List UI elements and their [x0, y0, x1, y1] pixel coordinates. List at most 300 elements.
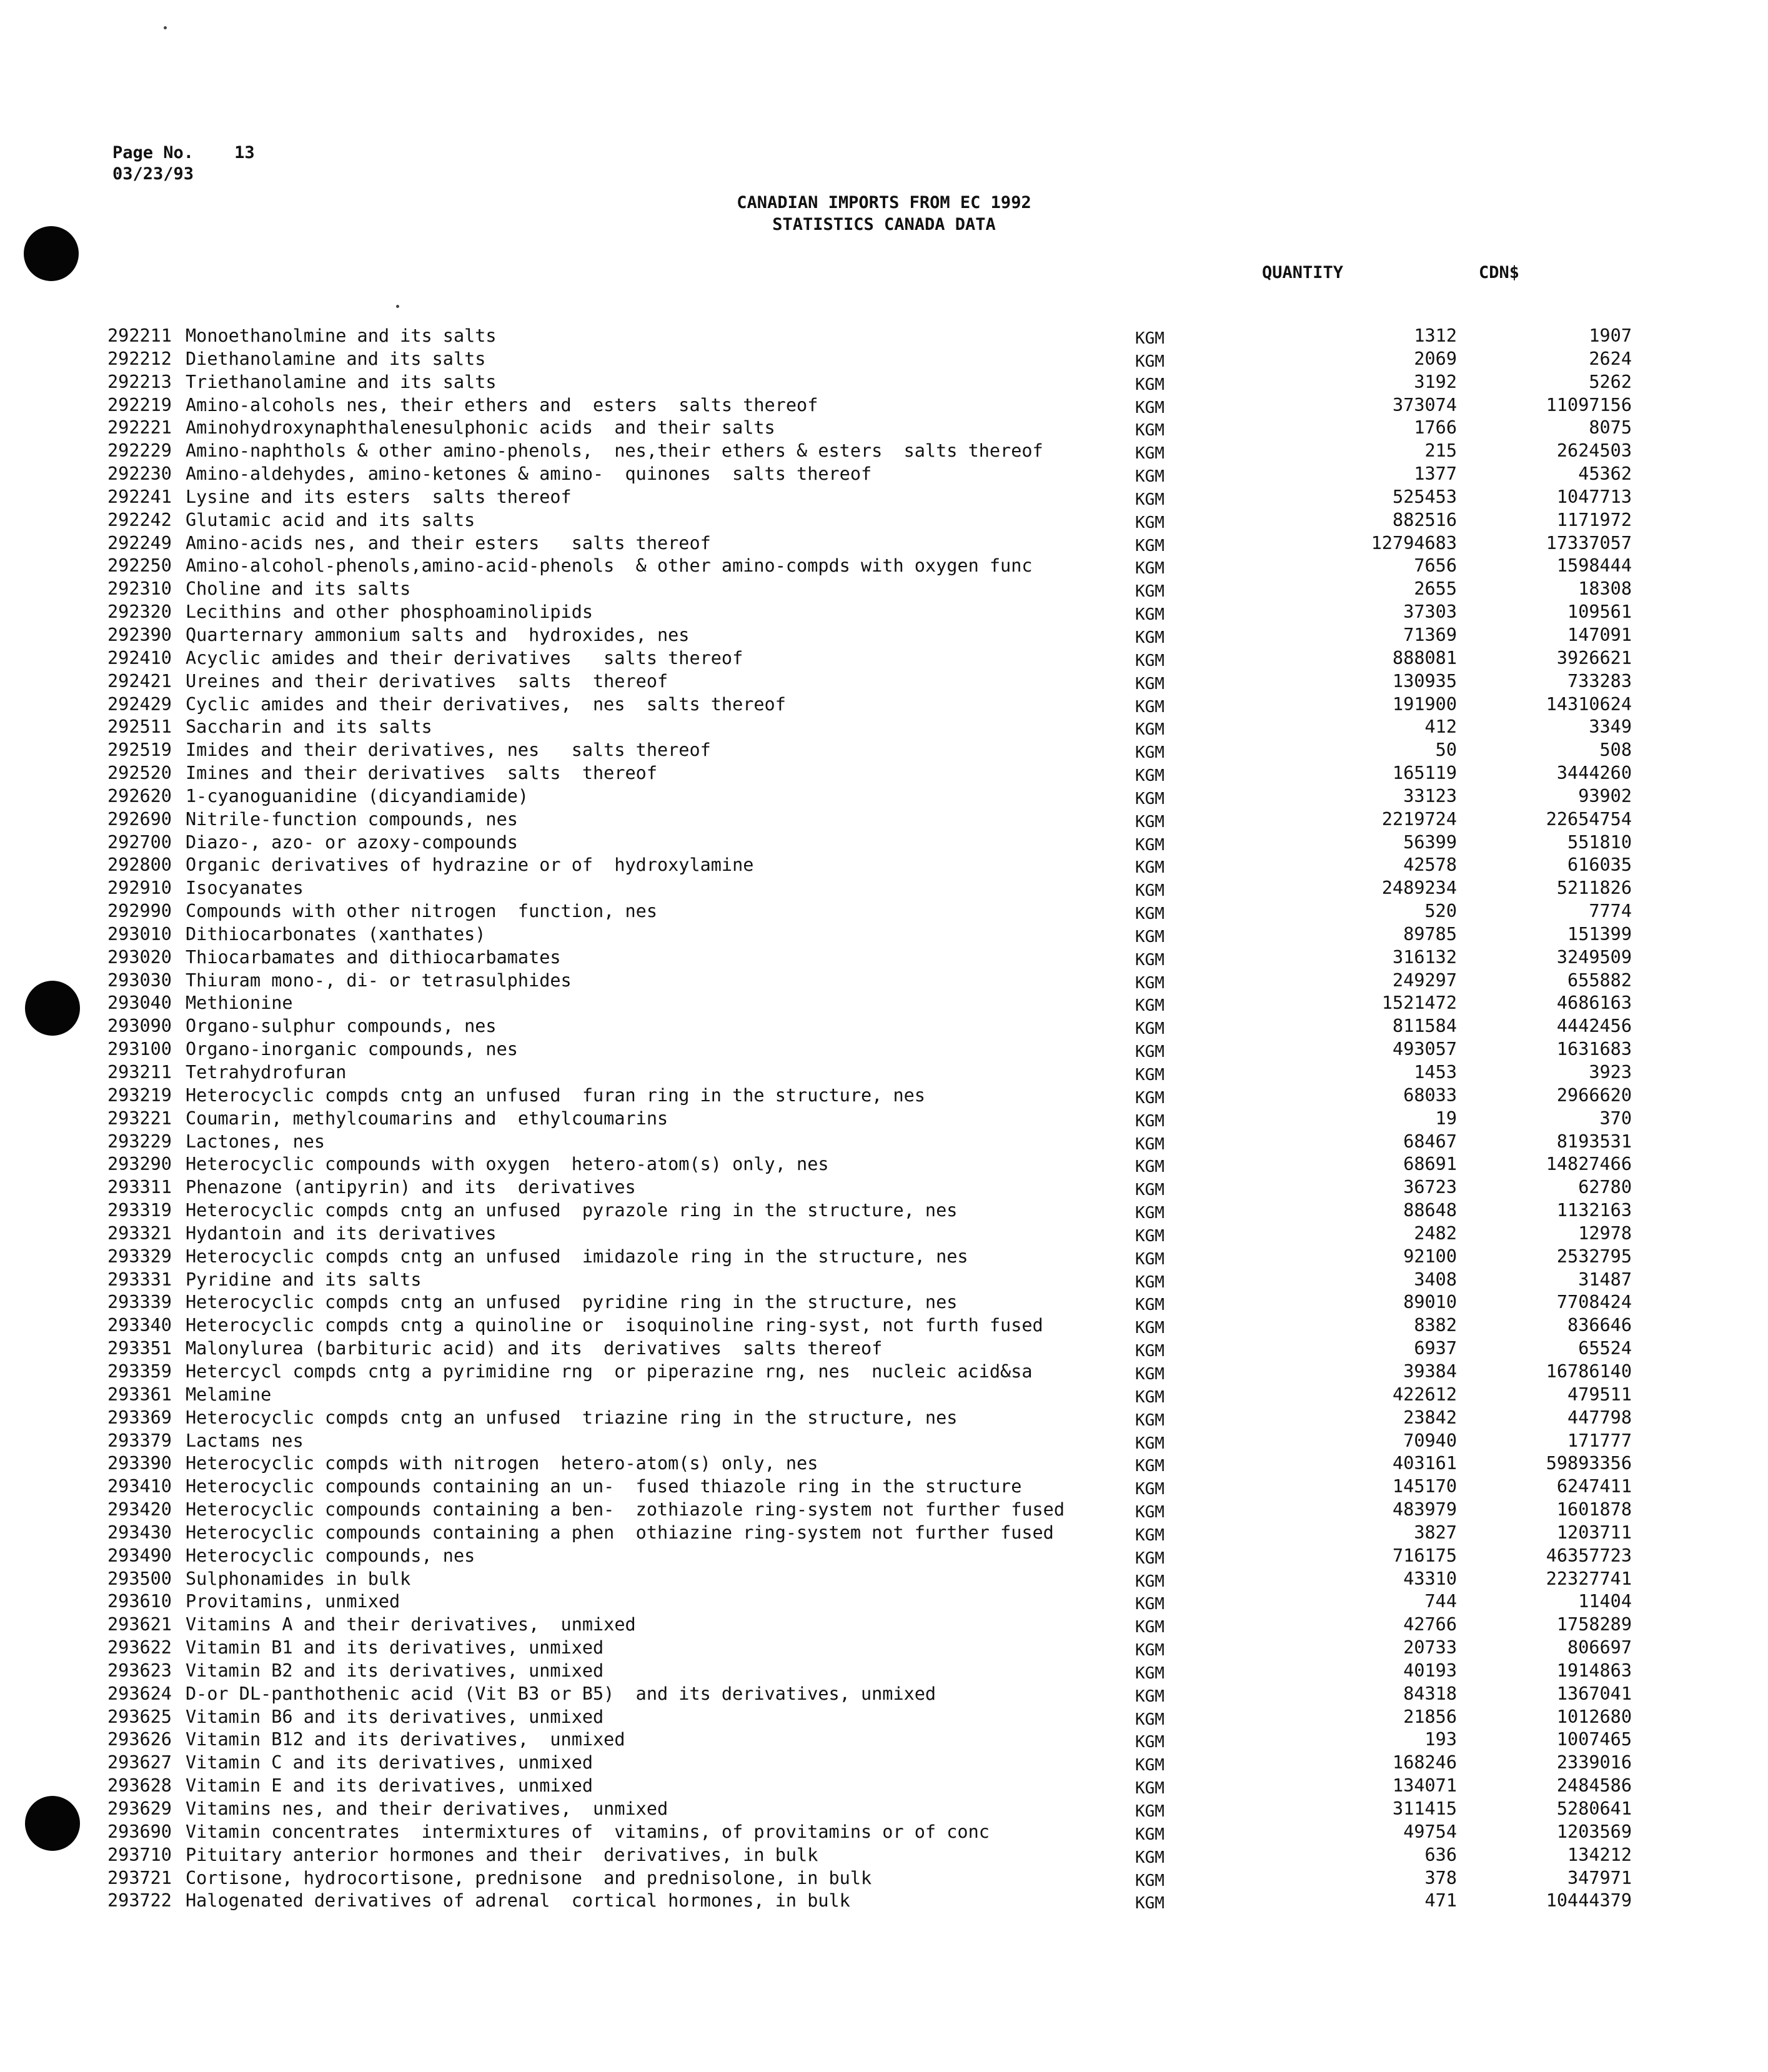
- commodity-description: Vitamin C and its derivatives, unmixed: [186, 1752, 593, 1773]
- cdn-dollar-value: 14310624: [1546, 693, 1632, 715]
- commodity-description: Amino-alcohols nes, their ethers and esters salts thereof: [186, 394, 818, 415]
- unit-of-measure: KGM: [1135, 905, 1165, 924]
- unit-of-measure: KGM: [1135, 1434, 1165, 1453]
- table-row: [107, 1637, 1632, 1660]
- quantity-value: 43310: [1403, 1568, 1457, 1589]
- cdn-dollar-value: 2339016: [1556, 1752, 1632, 1773]
- cdn-dollar-value: 11097156: [1546, 394, 1632, 415]
- unit-of-measure: KGM: [1135, 1595, 1165, 1614]
- unit-of-measure: KGM: [1135, 490, 1165, 509]
- commodity-code: 293626: [107, 1729, 172, 1750]
- table-row: [107, 739, 1632, 763]
- quantity-value: 525453: [1393, 486, 1457, 507]
- unit-of-measure: KGM: [1135, 1894, 1165, 1913]
- table-row: [107, 1015, 1632, 1039]
- unit-of-measure: KGM: [1135, 398, 1165, 417]
- commodity-code: 293359: [107, 1361, 172, 1382]
- table-row: [107, 1706, 1632, 1729]
- cdn-dollar-value: 1171972: [1556, 509, 1632, 530]
- table-row: [107, 624, 1632, 647]
- quantity-value: 744: [1424, 1591, 1457, 1612]
- report-date: 03/23/93: [112, 164, 194, 184]
- commodity-description: Saccharin and its salts: [186, 716, 432, 738]
- quantity-value: 888081: [1393, 647, 1457, 668]
- quantity-value: 68691: [1403, 1154, 1457, 1175]
- cdn-dollar-value: 6247411: [1556, 1476, 1632, 1497]
- commodity-description: Choline and its salts: [186, 578, 411, 600]
- cdn-dollar-value: 8075: [1589, 417, 1632, 439]
- quantity-value: 1521472: [1381, 993, 1457, 1014]
- cdn-dollar-value: 46357723: [1546, 1545, 1632, 1566]
- quantity-value: 2069: [1414, 348, 1457, 369]
- quantity-value: 422612: [1393, 1384, 1457, 1405]
- quantity-value: 68467: [1403, 1131, 1457, 1152]
- unit-of-measure: KGM: [1135, 1226, 1165, 1246]
- quantity-value: 42766: [1403, 1614, 1457, 1635]
- table-row: [107, 877, 1632, 901]
- table-row: [107, 1222, 1632, 1246]
- commodity-code: 293030: [107, 969, 172, 991]
- unit-of-measure: KGM: [1135, 1342, 1165, 1361]
- commodity-description: Triethanolamine and its salts: [186, 371, 497, 392]
- unit-of-measure: KGM: [1135, 605, 1165, 625]
- commodity-code: 292219: [107, 394, 172, 415]
- commodity-code: 292390: [107, 624, 172, 645]
- commodity-code: 293100: [107, 1039, 172, 1060]
- unit-of-measure: KGM: [1135, 444, 1165, 463]
- commodity-description: Sulphonamides in bulk: [186, 1568, 411, 1589]
- quantity-value: 311415: [1393, 1798, 1457, 1819]
- unit-of-measure: KGM: [1135, 1871, 1165, 1890]
- commodity-code: 292690: [107, 808, 172, 830]
- table-row: [107, 1153, 1632, 1177]
- commodity-code: 293623: [107, 1660, 172, 1681]
- cdn-dollar-value: 59893356: [1546, 1453, 1632, 1474]
- table-row: [107, 1890, 1632, 1913]
- table-row: [107, 1430, 1632, 1453]
- commodity-code: 293351: [107, 1338, 172, 1359]
- cdn-dollar-value: 733283: [1567, 670, 1632, 691]
- commodity-code: 293020: [107, 946, 172, 968]
- cdn-dollar-value: 447798: [1567, 1407, 1632, 1428]
- cdn-dollar-value: 2484586: [1556, 1775, 1632, 1797]
- cdn-dollar-value: 8193531: [1556, 1131, 1632, 1152]
- cdn-dollar-value: 1203569: [1556, 1821, 1632, 1842]
- column-header-quantity: QUANTITY: [1261, 263, 1343, 282]
- cdn-dollar-value: 147091: [1567, 624, 1632, 645]
- quantity-value: 1453: [1414, 1062, 1457, 1083]
- quantity-value: 716175: [1393, 1545, 1457, 1566]
- table-row: [107, 555, 1632, 578]
- unit-of-measure: KGM: [1135, 1525, 1165, 1545]
- commodity-code: 292229: [107, 440, 172, 462]
- cdn-dollar-value: 11404: [1578, 1591, 1632, 1612]
- quantity-value: 40193: [1403, 1660, 1457, 1681]
- table-row: [107, 1475, 1632, 1499]
- commodity-code: 292211: [107, 325, 172, 346]
- commodity-description: Imides and their derivatives, nes salts thereof: [186, 740, 711, 761]
- cdn-dollar-value: 171777: [1567, 1430, 1632, 1451]
- unit-of-measure: KGM: [1135, 950, 1165, 969]
- unit-of-measure: KGM: [1135, 1066, 1165, 1084]
- unit-of-measure: KGM: [1135, 1641, 1165, 1660]
- table-row: [107, 969, 1632, 993]
- unit-of-measure: KGM: [1135, 1204, 1165, 1223]
- commodity-code: 293500: [107, 1568, 172, 1589]
- unit-of-measure: KGM: [1135, 421, 1165, 440]
- commodity-description: Vitamin E and its derivatives, unmixed: [186, 1775, 593, 1797]
- table-row: [107, 1361, 1632, 1384]
- quantity-value: 89010: [1403, 1292, 1457, 1313]
- commodity-code: 292421: [107, 670, 172, 691]
- commodity-code: 293311: [107, 1177, 172, 1198]
- table-row: [107, 440, 1632, 463]
- commodity-description: Vitamin B12 and its derivatives, unmixed: [186, 1729, 625, 1750]
- cdn-dollar-value: 508: [1599, 740, 1632, 761]
- unit-of-measure: KGM: [1135, 1387, 1165, 1407]
- unit-of-measure: KGM: [1135, 1618, 1165, 1637]
- commodity-description: Heterocyclic compounds with oxygen hetero-atom(s) only, nes: [186, 1154, 829, 1175]
- commodity-description: Pyridine and its salts: [186, 1269, 422, 1290]
- table-row: [107, 1798, 1632, 1821]
- unit-of-measure: KGM: [1135, 674, 1165, 693]
- cdn-dollar-value: 655882: [1567, 969, 1632, 991]
- table-row: [107, 1613, 1632, 1637]
- unit-of-measure: KGM: [1135, 1249, 1165, 1269]
- table-row: [107, 1452, 1632, 1476]
- commodity-description: Amino-acids nes, and their esters salts thereof: [186, 532, 711, 553]
- commodity-description: Malonylurea (barbituric acid) and its derivatives salts thereof: [186, 1338, 883, 1359]
- table-row: [107, 1337, 1632, 1361]
- table-row: [107, 1683, 1632, 1706]
- quantity-value: 193: [1424, 1729, 1457, 1750]
- unit-of-measure: KGM: [1135, 628, 1165, 647]
- quantity-value: 2482: [1414, 1222, 1457, 1244]
- commodity-description: Heterocyclic compds with nitrogen hetero-atom(s) only, nes: [186, 1453, 818, 1474]
- commodity-code: 292249: [107, 532, 172, 553]
- commodity-code: 293211: [107, 1062, 172, 1083]
- table-row: [107, 1084, 1632, 1108]
- unit-of-measure: KGM: [1135, 1503, 1165, 1522]
- table-row: [107, 1844, 1632, 1867]
- cdn-dollar-value: 12978: [1578, 1222, 1632, 1244]
- table-row: [107, 854, 1632, 878]
- commodity-code: 293722: [107, 1890, 172, 1911]
- table-row: [107, 1061, 1632, 1084]
- quantity-value: 493057: [1393, 1039, 1457, 1060]
- commodity-description: Organo-sulphur compounds, nes: [186, 1016, 497, 1037]
- table-row: [107, 463, 1632, 487]
- commodity-code: 292410: [107, 647, 172, 668]
- quantity-value: 6937: [1414, 1338, 1457, 1359]
- table-row: [107, 900, 1632, 924]
- commodity-code: 292620: [107, 785, 172, 806]
- cdn-dollar-value: 2624503: [1556, 440, 1632, 462]
- page-label: Page No.: [112, 143, 194, 162]
- quantity-value: 3192: [1414, 371, 1457, 392]
- quantity-value: 811584: [1393, 1016, 1457, 1037]
- column-header-value: CDN$: [1478, 263, 1519, 282]
- cdn-dollar-value: 3923: [1589, 1062, 1632, 1083]
- cdn-dollar-value: 16786140: [1546, 1361, 1632, 1382]
- quantity-value: 378: [1424, 1867, 1457, 1888]
- commodity-code: 292230: [107, 463, 172, 485]
- quantity-value: 636: [1424, 1844, 1457, 1865]
- commodity-description: Vitamin B2 and its derivatives, unmixed: [186, 1660, 604, 1681]
- commodity-code: 293710: [107, 1844, 172, 1865]
- quantity-value: 56399: [1403, 831, 1457, 853]
- cdn-dollar-value: 2624: [1589, 348, 1632, 369]
- commodity-description: Nitrile-function compounds, nes: [186, 808, 518, 830]
- commodity-code: 293290: [107, 1154, 172, 1175]
- commodity-description: Heterocyclic compounds containing a ben- zothiazole ring-system not further fused: [186, 1499, 1065, 1520]
- commodity-description: 1-cyanoguanidine (dicyandiamide): [186, 785, 529, 806]
- cdn-dollar-value: 5280641: [1556, 1798, 1632, 1819]
- unit-of-measure: KGM: [1135, 375, 1165, 394]
- commodity-description: Heterocyclic compounds containing an un- fused thiazole ring in the structure: [186, 1476, 1022, 1497]
- commodity-description: Lactams nes: [186, 1430, 304, 1451]
- unit-of-measure: KGM: [1135, 697, 1165, 716]
- unit-of-measure: KGM: [1135, 1756, 1165, 1775]
- table-row: [107, 1108, 1632, 1131]
- commodity-description: Hetercycl compds cntg a pyrimidine rng or piperazine rng, nes nucleic acid&sa: [186, 1361, 1033, 1382]
- commodity-description: Heterocyclic compds cntg an unfused furan ring in the structure, nes: [186, 1084, 925, 1106]
- table-row: [107, 394, 1632, 417]
- commodity-code: 293610: [107, 1591, 172, 1612]
- commodity-code: 293319: [107, 1200, 172, 1221]
- unit-of-measure: KGM: [1135, 1019, 1165, 1039]
- table-row: [107, 1775, 1632, 1798]
- page-number-line: [112, 142, 255, 164]
- quantity-value: 134071: [1393, 1775, 1457, 1797]
- commodity-code: 293430: [107, 1522, 172, 1543]
- table-row: [107, 946, 1632, 969]
- unit-of-measure: KGM: [1135, 1848, 1165, 1867]
- unit-of-measure: KGM: [1135, 1779, 1165, 1798]
- commodity-description: Coumarin, methylcoumarins and ethylcoumarins: [186, 1108, 668, 1129]
- unit-of-measure: KGM: [1135, 1480, 1165, 1499]
- unit-of-measure: KGM: [1135, 973, 1165, 993]
- table-row: [107, 1821, 1632, 1844]
- table-row: [107, 1660, 1632, 1683]
- table-row: [107, 1499, 1632, 1522]
- table-row: [107, 348, 1632, 371]
- commodity-description: Provitamins, unmixed: [186, 1591, 400, 1612]
- quantity-value: 49754: [1403, 1821, 1457, 1842]
- cdn-dollar-value: 3249509: [1556, 946, 1632, 968]
- commodity-code: 293221: [107, 1108, 172, 1129]
- unit-of-measure: KGM: [1135, 812, 1165, 831]
- unit-of-measure: KGM: [1135, 536, 1165, 555]
- quantity-value: 68033: [1403, 1084, 1457, 1106]
- cdn-dollar-value: 151399: [1567, 923, 1632, 944]
- cdn-dollar-value: 1631683: [1556, 1039, 1632, 1060]
- commodity-code: 293721: [107, 1867, 172, 1888]
- unit-of-measure: KGM: [1135, 1549, 1165, 1568]
- commodity-code: 293629: [107, 1798, 172, 1819]
- commodity-code: 292990: [107, 901, 172, 922]
- cdn-dollar-value: 134212: [1567, 1844, 1632, 1865]
- quantity-value: 70940: [1403, 1430, 1457, 1451]
- table-row: [107, 1131, 1632, 1154]
- table-row: [107, 1199, 1632, 1223]
- cdn-dollar-value: 836646: [1567, 1315, 1632, 1336]
- commodity-code: 292242: [107, 509, 172, 530]
- commodity-code: 293490: [107, 1545, 172, 1566]
- table-row: [107, 716, 1632, 740]
- commodity-code: 292429: [107, 693, 172, 715]
- commodity-description: Dithiocarbonates (xanthates): [186, 923, 486, 944]
- commodity-code: 292310: [107, 578, 172, 600]
- scan-speck: [396, 305, 399, 308]
- table-row: [107, 1728, 1632, 1752]
- table-row: [107, 1176, 1632, 1200]
- table-row: [107, 1407, 1632, 1430]
- commodity-description: Vitamins A and their derivatives, unmixed: [186, 1614, 636, 1635]
- commodity-description: Lysine and its esters salts thereof: [186, 486, 572, 507]
- cdn-dollar-value: 2532795: [1556, 1246, 1632, 1267]
- commodity-description: Amino-aldehydes, amino-ketones & amino- quinones salts thereof: [186, 463, 872, 485]
- commodity-description: Isocyanates: [186, 878, 304, 899]
- punch-hole-bottom: [25, 1796, 80, 1851]
- quantity-value: 1377: [1414, 463, 1457, 485]
- unit-of-measure: KGM: [1135, 789, 1165, 808]
- commodity-code: 293622: [107, 1637, 172, 1658]
- commodity-description: Pituitary anterior hormones and their derivatives, in bulk: [186, 1844, 818, 1865]
- quantity-value: 33123: [1403, 785, 1457, 806]
- unit-of-measure: KGM: [1135, 559, 1165, 578]
- commodity-code: 292800: [107, 855, 172, 876]
- quantity-value: 168246: [1393, 1752, 1457, 1773]
- cdn-dollar-value: 5262: [1589, 371, 1632, 392]
- table-row: [107, 992, 1632, 1016]
- commodity-code: 293390: [107, 1453, 172, 1474]
- cdn-dollar-value: 2966620: [1556, 1084, 1632, 1106]
- quantity-value: 36723: [1403, 1177, 1457, 1198]
- quantity-value: 42578: [1403, 855, 1457, 876]
- commodity-code: 293229: [107, 1131, 172, 1152]
- quantity-value: 84318: [1403, 1683, 1457, 1704]
- commodity-description: Heterocyclic compds cntg a quinoline or isoquinoline ring-syst, not furth fused: [186, 1315, 1043, 1336]
- unit-of-measure: KGM: [1135, 1663, 1165, 1683]
- table-row: [107, 1038, 1632, 1062]
- unit-of-measure: KGM: [1135, 743, 1165, 763]
- commodity-code: 293379: [107, 1430, 172, 1451]
- commodity-description: Heterocyclic compds cntg an unfused imidazole ring in the structure, nes: [186, 1246, 968, 1267]
- cdn-dollar-value: 347971: [1567, 1867, 1632, 1888]
- cdn-dollar-value: 65524: [1578, 1338, 1632, 1359]
- commodity-description: Heterocyclic compds cntg an unfused triazine ring in the structure, nes: [186, 1407, 958, 1428]
- cdn-dollar-value: 806697: [1567, 1637, 1632, 1658]
- quantity-value: 471: [1424, 1890, 1457, 1911]
- commodity-description: Monoethanolmine and its salts: [186, 325, 497, 346]
- cdn-dollar-value: 14827466: [1546, 1154, 1632, 1175]
- commodity-code: 293219: [107, 1084, 172, 1106]
- commodity-code: 293361: [107, 1384, 172, 1405]
- commodity-description: Heterocyclic compds cntg an unfused pyridine ring in the structure, nes: [186, 1292, 958, 1313]
- unit-of-measure: KGM: [1135, 329, 1165, 348]
- cdn-dollar-value: 1007465: [1556, 1729, 1632, 1750]
- quantity-value: 23842: [1403, 1407, 1457, 1428]
- table-row: [107, 486, 1632, 509]
- table-row: [107, 578, 1632, 602]
- commodity-description: Acyclic amides and their derivatives salts thereof: [186, 647, 743, 668]
- commodity-description: Amino-naphthols & other amino-phenols, nes,their ethers & esters salts thereof: [186, 440, 1043, 462]
- commodity-code: 293625: [107, 1706, 172, 1727]
- commodity-description: Vitamin B6 and its derivatives, unmixed: [186, 1706, 604, 1727]
- cdn-dollar-value: 370: [1599, 1108, 1632, 1129]
- table-row: [107, 923, 1632, 946]
- table-row: [107, 647, 1632, 670]
- table-row: [107, 670, 1632, 693]
- commodity-description: Heterocyclic compounds containing a phen othiazine ring-system not further fused: [186, 1522, 1054, 1543]
- commodity-code: 293340: [107, 1315, 172, 1336]
- commodity-code: 293690: [107, 1821, 172, 1842]
- quantity-value: 71369: [1403, 624, 1457, 645]
- quantity-value: 316132: [1393, 946, 1457, 968]
- cdn-dollar-value: 1132163: [1556, 1200, 1632, 1221]
- cdn-dollar-value: 18308: [1578, 578, 1632, 600]
- quantity-value: 145170: [1393, 1476, 1457, 1497]
- commodity-description: Organic derivatives of hydrazine or of hydroxylamine: [186, 855, 754, 876]
- table-row: [107, 417, 1632, 440]
- table-row: [107, 1246, 1632, 1269]
- table-row: [107, 693, 1632, 716]
- cdn-dollar-value: 3926621: [1556, 647, 1632, 668]
- unit-of-measure: KGM: [1135, 1134, 1165, 1154]
- quantity-value: 12794683: [1371, 532, 1457, 553]
- commodity-description: Compounds with other nitrogen function, nes: [186, 901, 657, 922]
- cdn-dollar-value: 3349: [1589, 716, 1632, 738]
- cdn-dollar-value: 17337057: [1546, 532, 1632, 553]
- table-row: [107, 1291, 1632, 1315]
- unit-of-measure: KGM: [1135, 1111, 1165, 1131]
- quantity-value: 1766: [1414, 417, 1457, 439]
- quantity-value: 21856: [1403, 1706, 1457, 1727]
- commodity-description: Heterocyclic compounds, nes: [186, 1545, 475, 1566]
- commodity-code: 292519: [107, 740, 172, 761]
- commodity-description: Diethanolamine and its salts: [186, 348, 486, 369]
- unit-of-measure: KGM: [1135, 1802, 1165, 1821]
- table-row: [107, 1384, 1632, 1407]
- commodity-code: 292213: [107, 371, 172, 392]
- unit-of-measure: KGM: [1135, 1181, 1165, 1200]
- commodity-code: 292250: [107, 555, 172, 577]
- commodity-code: 293621: [107, 1614, 172, 1635]
- unit-of-measure: KGM: [1135, 858, 1165, 878]
- cdn-dollar-value: 3444260: [1556, 763, 1632, 784]
- commodity-code: 293331: [107, 1269, 172, 1290]
- cdn-dollar-value: 551810: [1567, 831, 1632, 853]
- quantity-value: 89785: [1403, 923, 1457, 944]
- unit-of-measure: KGM: [1135, 766, 1165, 786]
- commodity-description: D-or DL-panthothenic acid (Vit B3 or B5) and its derivatives, unmixed: [186, 1683, 936, 1704]
- unit-of-measure: KGM: [1135, 651, 1165, 670]
- commodity-description: Organo-inorganic compounds, nes: [186, 1039, 518, 1060]
- table-row: [107, 371, 1632, 394]
- table-row: [107, 1867, 1632, 1890]
- unit-of-measure: KGM: [1135, 1572, 1165, 1591]
- cdn-dollar-value: 1601878: [1556, 1499, 1632, 1520]
- unit-of-measure: KGM: [1135, 1043, 1165, 1062]
- quantity-value: 191900: [1393, 693, 1457, 715]
- unit-of-measure: KGM: [1135, 881, 1165, 901]
- unit-of-measure: KGM: [1135, 1825, 1165, 1844]
- commodity-description: Heterocyclic compds cntg an unfused pyrazole ring in the structure, nes: [186, 1200, 958, 1221]
- quantity-value: 8382: [1414, 1315, 1457, 1336]
- cdn-dollar-value: 4442456: [1556, 1016, 1632, 1037]
- commodity-code: 292511: [107, 716, 172, 738]
